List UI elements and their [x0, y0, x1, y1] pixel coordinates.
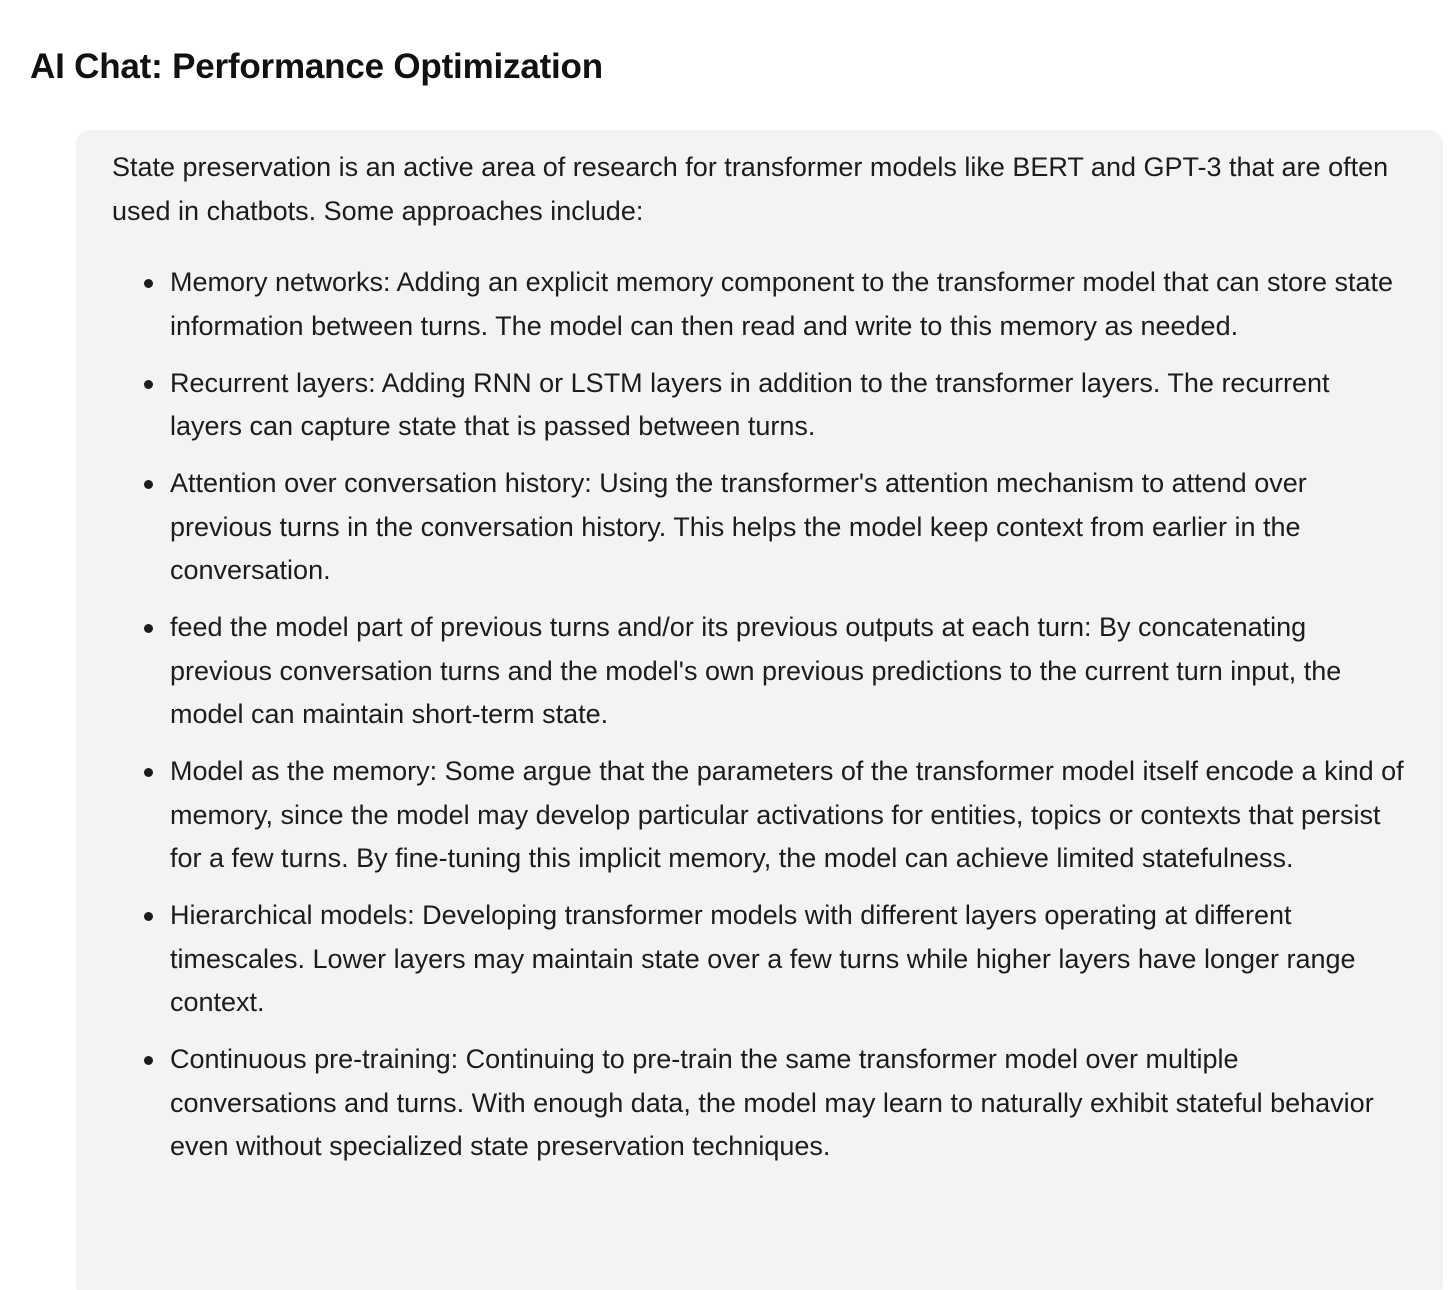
- bullet-icon: [144, 380, 153, 389]
- assistant-message-bubble: [76, 130, 1443, 1290]
- bullet-icon: [144, 480, 153, 489]
- bullet-icon: [144, 624, 153, 633]
- list-item-text: feed the model part of previous turns and/or its previous outputs at each turn: By concatenating previous conversation turns and the model's own previous predictions to the current turn input, the model can maintain short-term state.: [170, 612, 1342, 729]
- list-item-text: Continuous pre-training: Continuing to pre-train the same transformer model over multiple conversations and turns. With enough data, the model may learn to naturally exhibit stateful behavior even without specialized state preservation techniques.: [170, 1044, 1374, 1161]
- bullet-icon: [144, 912, 153, 921]
- list-item-text: Recurrent layers: Adding RNN or LSTM layers in addition to the transformer layers. The recurrent layers can capture state that is passed between turns.: [170, 367, 1330, 441]
- list-item-text: Model as the memory: Some argue that the parameters of the transformer model itself encode a kind of memory, since the model may develop particular activations for entities, topics or contexts that persist for a few turns. By fine-tuning this implicit memory, the model can achieve limited statefulness.: [170, 756, 1404, 873]
- bullet-icon: [144, 768, 153, 777]
- list-item: [112, 606, 1407, 737]
- list-item: [112, 894, 1407, 1025]
- bullet-icon: [144, 279, 153, 288]
- bullet-icon: [144, 1056, 153, 1065]
- list-item: [112, 362, 1407, 449]
- list-item: [112, 261, 1407, 348]
- page-title: AI Chat: Performance Optimization: [30, 47, 603, 86]
- list-item: [112, 750, 1407, 881]
- list-item-text: Attention over conversation history: Using the transformer's attention mechanism to attend over previous turns in the conversation history. This helps the model keep context from earlier in the conversation.: [170, 468, 1307, 585]
- message-intro: State preservation is an active area of research for transformer models like BERT and GPT-3 that are often used in chatbots. Some approaches include:: [112, 152, 1389, 226]
- list-item: [112, 462, 1407, 593]
- list-item-text: Hierarchical models: Developing transformer models with different layers operating at different timescales. Lower layers may maintain state over a few turns while higher layers have longer range context.: [170, 900, 1356, 1017]
- approaches-list: [112, 261, 1407, 1169]
- list-item-text: Memory networks: Adding an explicit memory component to the transformer model that can store state information between turns. The model can then read and write to this memory as needed.: [170, 267, 1394, 341]
- list-item: [112, 1038, 1407, 1169]
